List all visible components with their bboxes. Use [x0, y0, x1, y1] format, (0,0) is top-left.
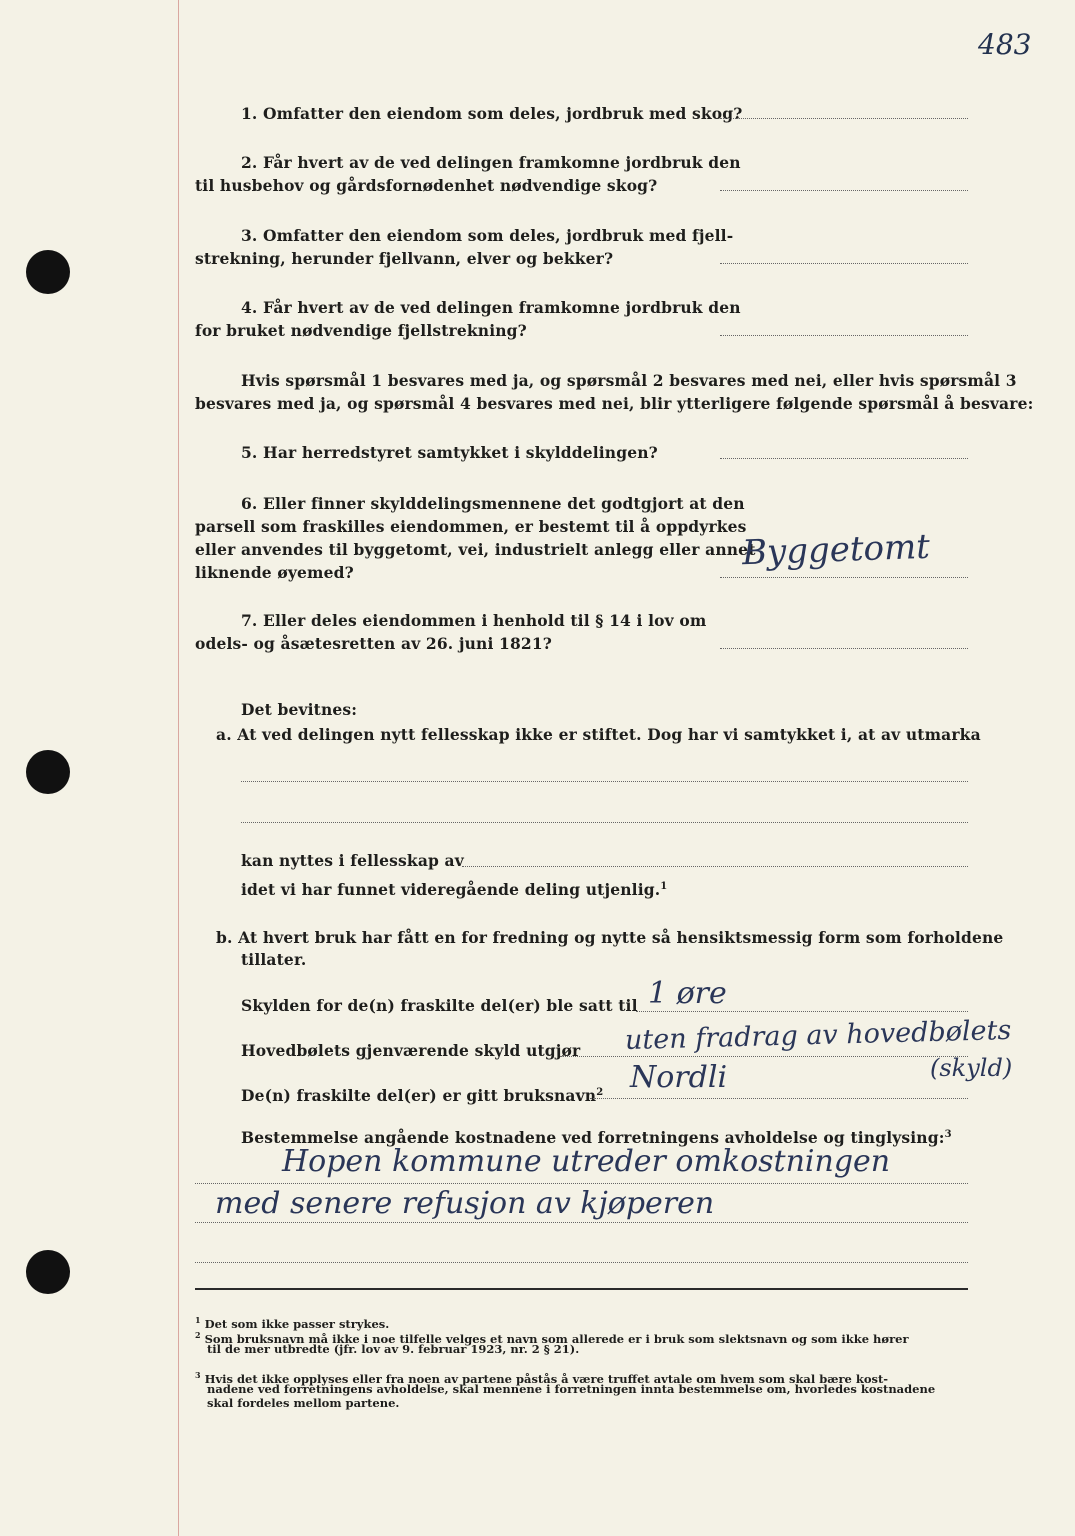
- skyld-line[interactable]: [636, 1011, 968, 1012]
- handwritten-kostnader-line1: Hopen kommune utreder omkostningen: [282, 1144, 891, 1179]
- footnote-2-cont: til de mer utbredte (jfr. lov av 9. februar 1923, nr. 2 § 21).: [207, 1342, 580, 1356]
- footnote-3-cont2: skal fordeles mellom partene.: [207, 1396, 400, 1410]
- handwritten-answer-q6: Byggetomt: [741, 526, 931, 574]
- bruksnavn-line[interactable]: [590, 1098, 968, 1099]
- footnote-3-cont1: nadene ved forretningens avholdelse, skal mennene i forretningen innta bestemmelse om, hvorledes kostnadene: [207, 1382, 936, 1396]
- answer-line-q5[interactable]: [720, 458, 968, 459]
- question-7-line1: 7. Eller deles eiendommen i henhold til § 14 i lov om: [241, 611, 707, 630]
- condition-line1: Hvis spørsmål 1 besvares med ja, og spørsmål 2 besvares med nei, eller hvis spørsmål 3: [241, 371, 1017, 390]
- answer-line-q2[interactable]: [720, 190, 968, 191]
- margin-line: [178, 0, 179, 1536]
- punch-hole: [26, 750, 70, 794]
- handwritten-kostnader-line2: med senere refusjon av kjøperen: [215, 1186, 715, 1221]
- footnote-2: $^2$ Som bruksnavn må ikke i noe tilfelle velges et navn som allerede er i bruk som slektsnavn og som ikke hører: [195, 1330, 909, 1346]
- witness-a-use: kan nyttes i fellesskap av: [241, 851, 464, 870]
- handwritten-hovedbol: uten fradrag av hovedbølets: [624, 1014, 1012, 1057]
- witness-b-line1: b. At hvert bruk har fått en for fredning og nytte så hensiktsmessig form som forholdene: [216, 928, 1004, 947]
- question-6-line1: 6. Eller finner skylddelingsmennene det godtgjort at den: [241, 494, 745, 513]
- question-7-line2: odels- og åsætesretten av 26. juni 1821?: [195, 634, 553, 653]
- question-3-line2: strekning, herunder fjellvann, elver og bekker?: [195, 249, 614, 268]
- punch-hole: [26, 1250, 70, 1294]
- question-4-line1: 4. Får hvert av de ved delingen framkomne jordbruk den: [241, 298, 741, 317]
- footnote-rule: [195, 1288, 968, 1290]
- witness-a-reason: idet vi har funnet videregående deling utjenlig.$^1$: [241, 880, 668, 900]
- answer-line-q3[interactable]: [720, 263, 968, 264]
- witness-a-line: a. At ved delingen nytt fellesskap ikke er stiftet. Dog har vi samtykket i, at av utmarka: [216, 725, 981, 744]
- question-6-line4: liknende øyemed?: [195, 563, 354, 582]
- footnote-1: $^1$ Det som ikke passer strykes.: [195, 1315, 390, 1331]
- blank-line-utmark-2[interactable]: [241, 822, 968, 823]
- question-2-line2: til husbehov og gårdsfornødenhet nødvendige skog?: [195, 176, 658, 195]
- skyld-label: Skylden for de(n) fraskilte del(er) ble satt til: [241, 996, 638, 1015]
- handwritten-bruksnavn: Nordli: [630, 1060, 728, 1095]
- answer-line-q1[interactable]: [720, 118, 968, 119]
- witness-heading: Det bevitnes:: [241, 700, 358, 719]
- blank-line-fellesskap[interactable]: [462, 866, 968, 867]
- footnote-3: $^3$ Hvis det ikke opplyses eller fra noen av partene påstås å være truffet avtale om hvem som skal bære kost-: [195, 1370, 889, 1386]
- question-6-line2: parsell som fraskilles eiendommen, er bestemt til å oppdyrkes: [195, 517, 747, 536]
- condition-line2: besvares med ja, og spørsmål 4 besvares med nei, blir ytterligere følgende spørsmål å besvare:: [195, 394, 1034, 413]
- witness-b-line2: tillater.: [241, 950, 307, 969]
- question-1: 1. Omfatter den eiendom som deles, jordbruk med skog?: [241, 104, 743, 123]
- answer-line-q6[interactable]: [720, 577, 968, 578]
- handwritten-skyld: 1 øre: [648, 976, 727, 1011]
- question-4-line2: for bruket nødvendige fjellstrekning?: [195, 321, 527, 340]
- question-5: 5. Har herredstyret samtykket i skylddelingen?: [241, 443, 658, 462]
- punch-hole: [26, 250, 70, 294]
- question-2-line1: 2. Får hvert av de ved delingen framkomne jordbruk den: [241, 153, 741, 172]
- kostnader-line-2[interactable]: [195, 1222, 968, 1223]
- blank-line-utmark-1[interactable]: [241, 781, 968, 782]
- kostnader-line-1[interactable]: [195, 1183, 968, 1184]
- answer-line-q7[interactable]: [720, 648, 968, 649]
- question-6-line3: eller anvendes til byggetomt, vei, industrielt anlegg eller annet: [195, 540, 756, 559]
- kostnader-label: Bestemmelse angående kostnadene ved forretningens avholdelse og tinglysing:$^3$: [241, 1128, 952, 1148]
- hovedbol-line[interactable]: [560, 1056, 968, 1057]
- kostnader-line-3[interactable]: [195, 1262, 968, 1263]
- answer-line-q4[interactable]: [720, 335, 968, 336]
- bruksnavn-label: De(n) fraskilte del(er) er gitt bruksnavn$^2$: [241, 1086, 604, 1106]
- page-number: 483: [978, 28, 1032, 61]
- hovedbol-label: Hovedbølets gjenværende skyld utgjør: [241, 1041, 581, 1060]
- handwritten-bruksnavn-extra: (skyld): [930, 1054, 1013, 1082]
- question-3-line1: 3. Omfatter den eiendom som deles, jordbruk med fjell-: [241, 226, 734, 245]
